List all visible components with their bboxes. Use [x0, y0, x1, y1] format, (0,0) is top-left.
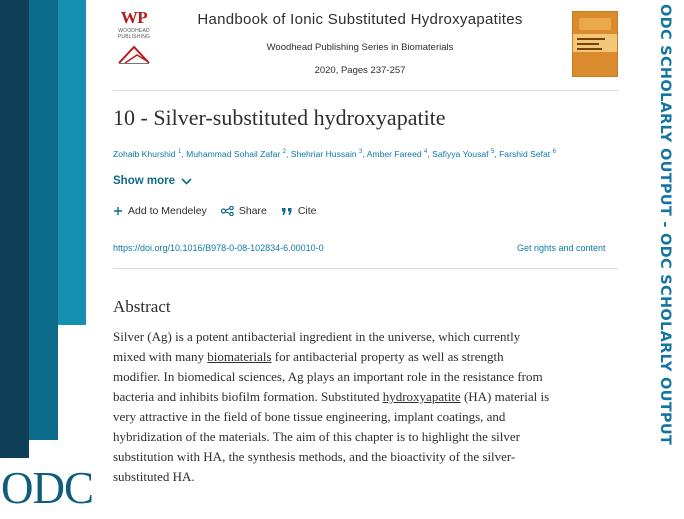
odc-bar-light [58, 0, 86, 325]
show-more-button[interactable] [113, 175, 192, 187]
cover-graphic [579, 18, 611, 30]
cite-button[interactable] [281, 205, 317, 217]
author-link[interactable]: Safiyya Yousaf [432, 149, 489, 159]
abstract-line: substitution with HA, the synthesis methods, and the bioactivity of the silver- [113, 449, 516, 464]
publisher-emblem-icon [117, 43, 151, 65]
cover-title-line [577, 43, 599, 45]
author-link[interactable]: Shehriar Hussain [290, 149, 357, 159]
abstract-line: Silver (Ag) is a potent antibacterial ingredient in the universe, which currently [113, 329, 521, 344]
publisher-logo-line1: WOODHEAD [118, 28, 150, 34]
author-affiliation[interactable]: 3 [359, 149, 363, 156]
publisher-logo[interactable] [113, 8, 155, 72]
cover-title-line [577, 38, 605, 40]
publisher-logo-line2: PUBLISHING [117, 34, 151, 40]
author-affiliation[interactable]: 4 [424, 149, 428, 156]
author-affiliation[interactable]: 1 [177, 149, 182, 156]
watermark-text: ODC SCHOLARLY OUTPUT - ODC SCHOLARLY OUTPUT [657, 4, 673, 446]
quote-icon [281, 207, 293, 216]
author-link[interactable]: Zohaib Khurshid [113, 149, 176, 159]
abstract-body [113, 327, 623, 487]
author-affiliation[interactable]: 6 [552, 149, 556, 156]
book-cover-icon[interactable] [572, 11, 618, 77]
author-link[interactable]: Farshid Sefat [499, 149, 551, 159]
author-affiliation[interactable]: 5 [490, 149, 495, 156]
odc-logo: ODC [1, 463, 94, 513]
header-divider [113, 90, 618, 91]
abstract-line: hybridization of the materials. The aim of this chapter is to highlight the silver [113, 429, 520, 444]
chevron-down-icon [181, 178, 192, 185]
author-affiliation[interactable]: 2 [282, 149, 286, 156]
chapter-title: 10 - Silver-substituted hydroxyapatite [113, 105, 446, 130]
book-pages: 2020, Pages 237-257 [314, 65, 406, 76]
publisher-logo-mark: WP [120, 8, 148, 27]
author-link[interactable]: Muhammad Sohail Zafar [186, 149, 281, 159]
book-title[interactable]: Handbook of Ionic Substituted Hydroxyapatites [197, 11, 523, 28]
cite-label: Cite [297, 205, 317, 217]
abstract-heading: Abstract [113, 297, 171, 316]
author-list: Zohaib Khurshid $^1$, Muhammad Sohail Zafar $^2$, Shehriar Hussain $^3$, Amber Fareed $^4$, Safiyya Yousaf $^5$, Farshid Sefat $^6$ [113, 149, 556, 159]
content-divider [113, 268, 618, 269]
add-to-mendeley-label: Add to Mendeley [128, 205, 207, 217]
abstract-line: modifier. In biomedical sciences, Ag plays an important role in the resistance from [113, 369, 543, 384]
share-label: Share [238, 205, 267, 217]
share-button[interactable] [221, 205, 267, 217]
abstract-line: substituted HA. [113, 469, 195, 484]
abstract-line [113, 347, 623, 367]
add-to-mendeley-button[interactable] [113, 205, 207, 217]
show-more-label: Show more [113, 175, 175, 187]
scholarly-output-watermark [657, 0, 681, 519]
plus-icon [113, 206, 123, 216]
book-series[interactable]: Woodhead Publishing Series in Biomaterials [266, 42, 454, 53]
biomaterials-link[interactable]: biomaterials [207, 349, 272, 364]
article-actions [113, 205, 317, 217]
abstract-line: very attractive in the field of bone tissue engineering, implant coatings, and [113, 409, 506, 424]
odc-bar-dark [0, 0, 29, 458]
abstract-text: mixed with many [113, 349, 208, 364]
abstract-line [113, 387, 623, 407]
author-link[interactable]: Amber Fareed [366, 149, 422, 159]
abstract-text: bacteria and inhibits biofilm formation. Substituted [113, 389, 383, 404]
doi-link[interactable]: https://doi.org/10.1016/B978-0-08-102834-6.00010-0 [113, 243, 324, 253]
abstract-text: (HA) material is [460, 389, 550, 404]
hydroxyapatite-link[interactable]: hydroxyapatite [382, 389, 461, 404]
cover-title-line [577, 48, 602, 50]
rights-link[interactable]: Get rights and content [517, 243, 606, 253]
abstract-text: for antibacterial property as well as strength [271, 349, 504, 364]
share-icon [221, 206, 234, 216]
odc-bar-mid [29, 0, 58, 440]
